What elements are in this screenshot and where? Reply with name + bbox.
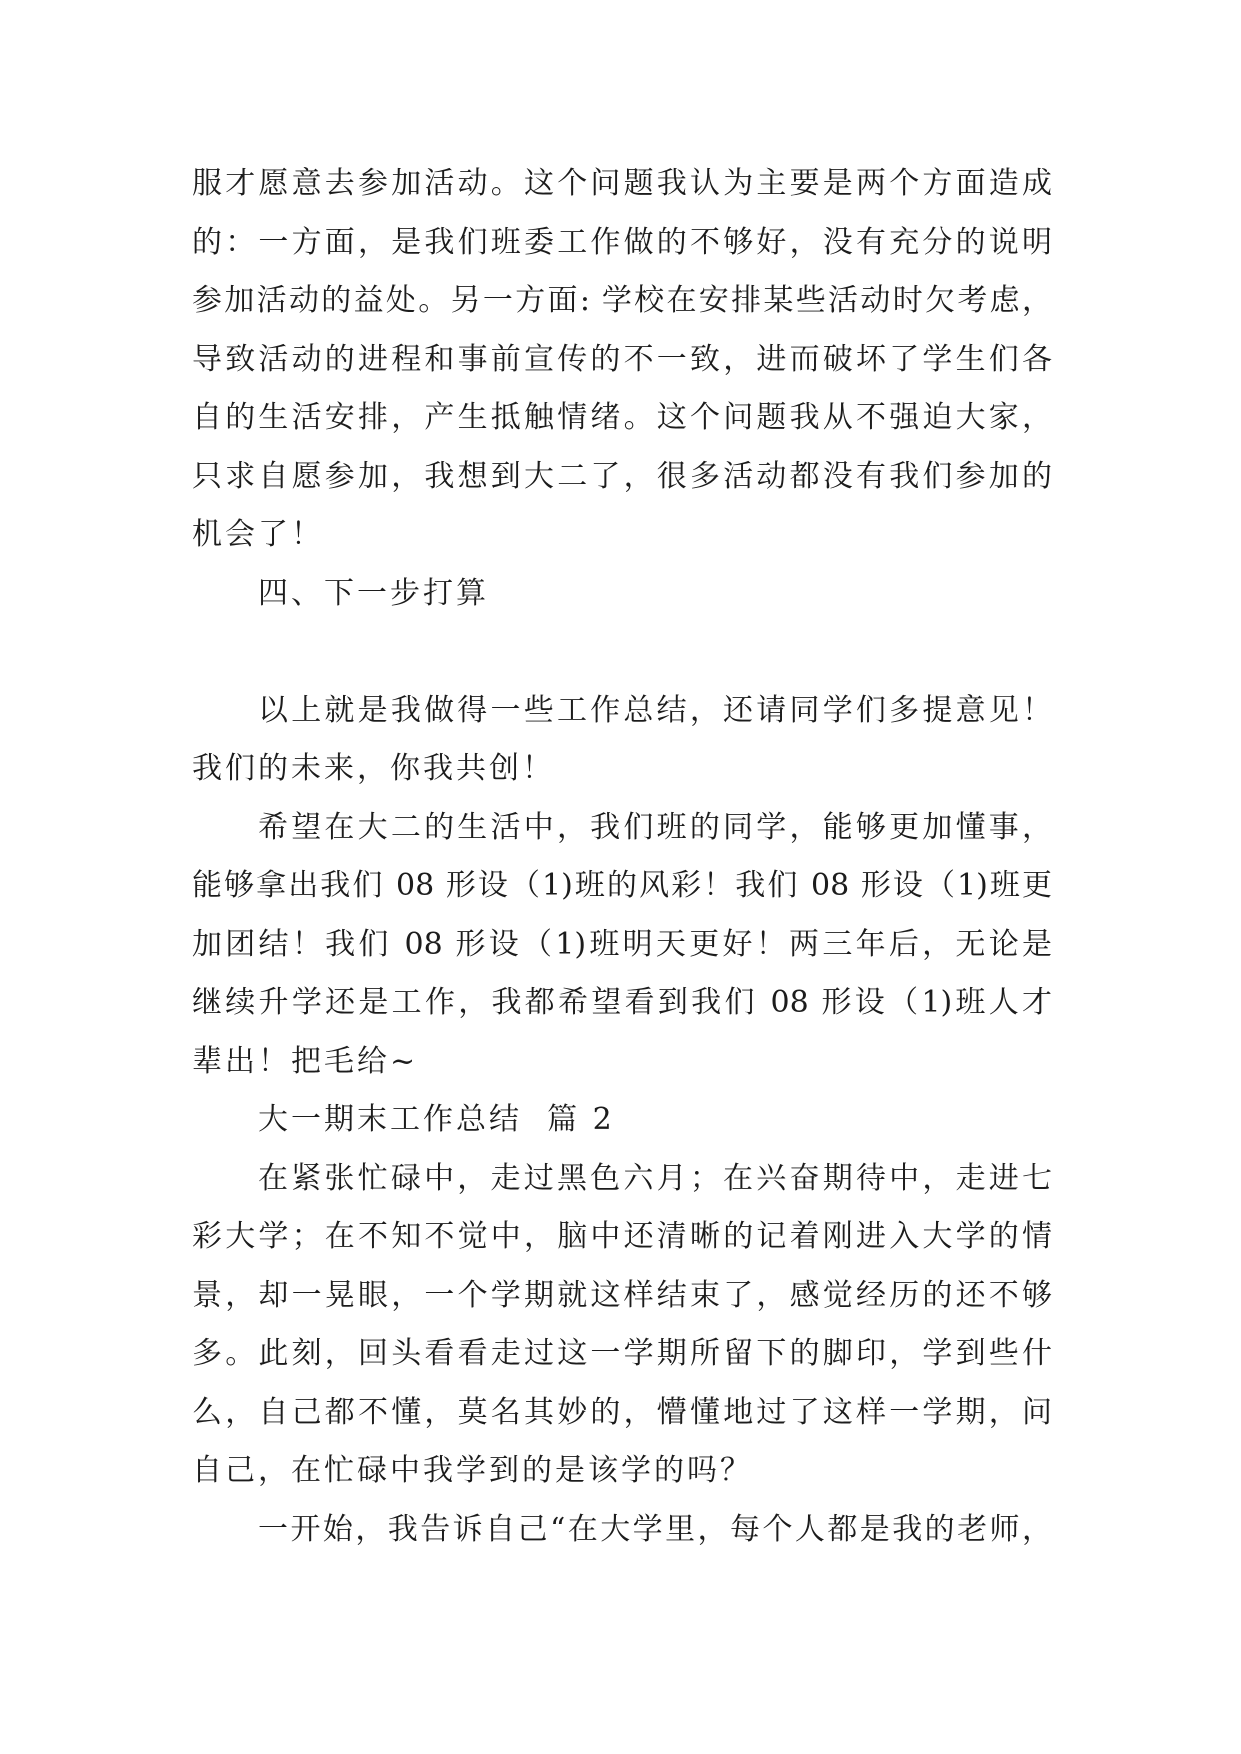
paragraph-semester-reflection <box>192 1150 1052 1501</box>
section-heading-next-steps <box>192 565 1052 624</box>
text-line: 机会了！ <box>192 517 324 552</box>
paragraph-activity-issues <box>192 155 1052 565</box>
text-line: 能够拿出我们 08 形设（1)班的风彩！我们 08 形设（1)班更 <box>192 868 1052 903</box>
text-line: 我们的未来，你我共创！ <box>192 751 555 786</box>
text-line: 继续升学还是工作，我都希望看到我们 08 形设（1)班人才 <box>192 985 1052 1020</box>
article-title: 大一期末工作总结 篇 2 <box>258 1102 615 1137</box>
text-line: 的：一方面，是我们班委工作做的不够好，没有充分的说明 <box>192 224 1052 260</box>
paragraph-summary-closing <box>192 682 1052 799</box>
blank-line <box>192 623 1052 682</box>
paragraph-beginning <box>192 1501 1052 1560</box>
text-line: 一开始，我告诉自己“在大学里，每个人都是我的老师， <box>258 1511 1052 1547</box>
text-line: 希望在大二的生活中，我们班的同学，能够更加懂事， <box>258 809 1052 845</box>
text-line: 服才愿意去参加活动。这个问题我认为主要是两个方面造成 <box>192 166 1052 201</box>
text-line: 多。此刻，回头看看走过这一学期所留下的脚印，学到些什 <box>192 1336 1052 1371</box>
text-line: 只求自愿参加，我想到大二了，很多活动都没有我们参加的 <box>192 458 1052 494</box>
text-line: 加团结！我们 08 形设（1)班明天更好！两三年后，无论是 <box>192 926 1052 962</box>
text-line: 在紧张忙碌中，走过黑色六月；在兴奋期待中，走进七 <box>258 1160 1052 1196</box>
text-line: 么，自己都不懂，莫名其妙的，懵懂地过了这样一学期，问 <box>192 1394 1052 1430</box>
text-line: 自的生活安排，产生抵触情绪。这个问题我从不强迫大家， <box>192 400 1052 435</box>
section-heading: 四、下一步打算 <box>258 575 489 611</box>
text-line: 参加活动的益处。另一方面: 学校在安排某些活动时欠考虑， <box>192 283 1052 318</box>
text-line: 辈出！把毛给~ <box>192 1043 419 1079</box>
text-line: 景，却一晃眼，一个学期就这样结束了，感觉经历的还不够 <box>192 1277 1052 1313</box>
text-line: 导致活动的进程和事前宣传的不一致，进而破坏了学生们各 <box>192 341 1052 377</box>
document-body <box>192 155 1052 1559</box>
text-line: 自己，在忙碌中我学到的是该学的吗？ <box>192 1453 753 1488</box>
text-line: 以上就是我做得一些工作总结，还请同学们多提意见！ <box>258 692 1052 728</box>
paragraph-hopes <box>192 799 1052 1092</box>
text-line: 彩大学；在不知不觉中，脑中还清晰的记着刚进入大学的情 <box>192 1219 1052 1254</box>
article-heading-part-2 <box>192 1091 1052 1150</box>
